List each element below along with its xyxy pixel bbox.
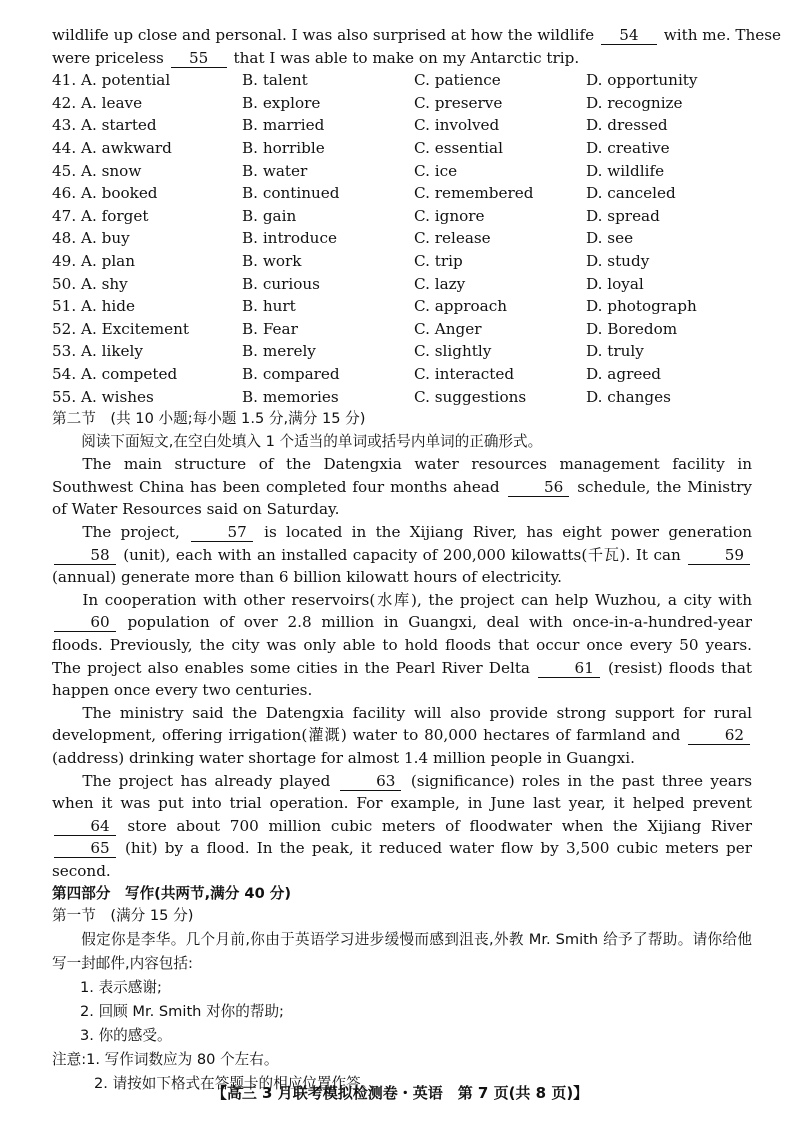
prompt-item-2: 2. 回顾 Mr. Smith 对你的帮助;: [80, 1002, 284, 1020]
option-c[interactable]: C. involved: [414, 116, 500, 135]
option-d[interactable]: D. changes: [586, 387, 671, 406]
part-4-subheader: 第一节 (满分 15 分): [52, 907, 194, 925]
option-c[interactable]: C. slightly: [414, 342, 492, 361]
option-d[interactable]: D. loyal: [586, 274, 644, 293]
option-d[interactable]: D. study: [586, 251, 650, 270]
option-a[interactable]: 55. A. wishes: [52, 387, 154, 406]
prompt-item-3: 3. 你的感受。: [80, 1026, 172, 1044]
section-2: [52, 408, 752, 882]
blank-63[interactable]: 63: [340, 772, 402, 791]
page-footer: 【高三 3 月联考模拟检测卷・英语 第 7 页(共 8 页)】: [211, 1084, 589, 1102]
section-2-instruction: 阅读下面短文,在空白处填入 1 个适当的单词或括号内单词的正确形式。: [81, 432, 543, 450]
option-c[interactable]: C. trip: [414, 251, 463, 270]
option-d[interactable]: D. dressed: [586, 116, 668, 135]
blank-62[interactable]: 62: [688, 726, 750, 745]
option-row: [52, 295, 752, 318]
option-b[interactable]: B. water: [242, 161, 308, 180]
paragraph-5: The project has already played 63 (significance) roles in the past three years when it was put into trial operation. For example, in June last year, it helped prevent 64 store about 700 million cubic meters of floodwater when the Xijiang River 65 (hit) by a flood. In the peak, it reduced water flow by 3,500 cubic meters per second.: [52, 771, 753, 880]
option-row: [52, 363, 752, 386]
option-a[interactable]: 44. A. awkward: [52, 138, 172, 157]
option-d[interactable]: D. spread: [586, 206, 660, 225]
option-row: [52, 340, 752, 363]
part-4-writing: [52, 883, 752, 1096]
option-d[interactable]: D. recognize: [586, 93, 683, 112]
blank-58[interactable]: 58: [54, 546, 116, 565]
option-c[interactable]: C. Anger: [414, 319, 482, 338]
option-a[interactable]: 45. A. snow: [52, 161, 142, 180]
option-a[interactable]: 50. A. shy: [52, 274, 128, 293]
option-row: [52, 137, 752, 160]
blank-60[interactable]: 60: [54, 613, 116, 632]
blank-64[interactable]: 64: [54, 817, 116, 836]
option-d[interactable]: D. canceled: [586, 184, 676, 203]
option-b[interactable]: B. curious: [242, 274, 320, 293]
option-b[interactable]: B. married: [242, 116, 325, 135]
option-d[interactable]: D. Boredom: [586, 319, 678, 338]
option-d[interactable]: D. truly: [586, 342, 644, 361]
option-a[interactable]: 54. A. competed: [52, 364, 178, 383]
blank-57[interactable]: 57: [191, 523, 253, 542]
blank-56[interactable]: 56: [508, 478, 570, 497]
option-b[interactable]: B. Fear: [242, 319, 298, 338]
blank-59[interactable]: 59: [688, 546, 750, 565]
option-row: [52, 160, 752, 183]
prompt-item-1: 1. 表示感谢;: [80, 978, 162, 996]
option-row: [52, 205, 752, 228]
option-row: [52, 273, 752, 296]
option-a[interactable]: 52. A. Excitement: [52, 319, 189, 338]
option-b[interactable]: B. work: [242, 251, 302, 270]
option-c[interactable]: C. preserve: [414, 93, 503, 112]
answer-options: [52, 69, 752, 408]
option-d[interactable]: D. wildlife: [586, 161, 665, 180]
option-b[interactable]: B. compared: [242, 364, 340, 383]
blank-61[interactable]: 61: [538, 659, 600, 678]
option-a[interactable]: 48. A. buy: [52, 229, 130, 248]
option-c[interactable]: C. essential: [414, 138, 503, 157]
option-a[interactable]: 42. A. leave: [52, 93, 143, 112]
option-c[interactable]: C. release: [414, 229, 491, 248]
option-a[interactable]: 41. A. potential: [52, 71, 171, 90]
option-b[interactable]: B. merely: [242, 342, 316, 361]
option-a[interactable]: 43. A. started: [52, 116, 157, 135]
option-c[interactable]: C. remembered: [414, 184, 534, 203]
blank-55[interactable]: 55: [171, 49, 227, 68]
option-d[interactable]: D. see: [586, 229, 634, 248]
option-row: [52, 250, 752, 273]
section-2-header: 第二节 (共 10 小题;每小题 1.5 分,满分 15 分): [52, 410, 366, 428]
paragraph-3: In cooperation with other reservoirs(水库), the project can help Wuzhou, a city with 60 population of over 2.8 million in Guangxi, deal with once-in-a-hundred-year floods. Previously, the city was only able to hold floods that occur once every 50 years. The project also enables some cities in the Pearl River Delta 61 (resist) floods that happen once every two centuries.: [52, 590, 753, 700]
option-b[interactable]: B. continued: [242, 184, 340, 203]
writing-prompt: 假定你是李华。几个月前,你由于英语学习进步缓慢而感到沮丧,外教 Mr. Smith 给予了帮助。请你给他写一封邮件,内容包括:: [52, 930, 752, 972]
option-row: [52, 182, 752, 205]
passage-ending: wildlife up close and personal. I was also surprised at how the wildlife 54 with me. These were priceless 55 that I was able to make on my Antarctic trip.: [52, 26, 782, 67]
option-row: [52, 69, 752, 92]
option-d[interactable]: D. opportunity: [586, 71, 698, 90]
option-d[interactable]: D. creative: [586, 138, 670, 157]
option-row: [52, 386, 752, 409]
note-1: 注意:1. 写作词数应为 80 个左右。: [52, 1050, 279, 1068]
option-row: [52, 92, 752, 115]
option-a[interactable]: 51. A. hide: [52, 297, 135, 316]
option-b[interactable]: B. hurt: [242, 297, 296, 316]
option-a[interactable]: 47. A. forget: [52, 206, 149, 225]
paragraph-2: The project, 57 is located in the Xijiang River, has eight power generation 58 (unit), each with an installed capacity of 200,000 kilowatts(千瓦). It can 59 (annual) generate more than 6 billion kilowatt hours of electricity.: [52, 523, 753, 587]
option-a[interactable]: 49. A. plan: [52, 251, 136, 270]
option-b[interactable]: B. gain: [242, 206, 297, 225]
option-c[interactable]: C. suggestions: [414, 387, 527, 406]
option-a[interactable]: 46. A. booked: [52, 184, 158, 203]
paragraph-4: The ministry said the Datengxia facility will also provide strong support for rural development, offering irrigation(灌溉) water to 80,000 hectares of farmland and 62 (address) drinking water shortage for almost 1.4 million people in Guangxi.: [52, 703, 752, 767]
option-b[interactable]: B. introduce: [242, 229, 337, 248]
option-b[interactable]: B. talent: [242, 71, 308, 90]
option-d[interactable]: D. photograph: [586, 297, 697, 316]
option-a[interactable]: 53. A. likely: [52, 342, 143, 361]
paragraph-1: The main structure of the Datengxia water resources management facility in Southwest China has been completed four months ahead 56 schedule, the Ministry of Water Resources said on Saturday.: [52, 455, 753, 519]
option-d[interactable]: D. agreed: [586, 364, 662, 383]
option-c[interactable]: C. ice: [414, 161, 458, 180]
note-2: 2. 请按如下格式在答题卡的相应位置作答。: [94, 1074, 376, 1092]
option-c[interactable]: C. lazy: [414, 274, 466, 293]
part-4-header: 第四部分 写作(共两节,满分 40 分): [52, 884, 292, 902]
option-c[interactable]: C. approach: [414, 297, 507, 316]
option-row: [52, 227, 752, 250]
blank-65[interactable]: 65: [54, 839, 116, 858]
option-b[interactable]: B. explore: [242, 93, 321, 112]
option-row: [52, 318, 752, 341]
option-row: [52, 114, 752, 137]
option-c[interactable]: C. interacted: [414, 364, 515, 383]
blank-54[interactable]: 54: [601, 26, 657, 45]
option-c[interactable]: C. patience: [414, 71, 501, 90]
option-b[interactable]: B. memories: [242, 387, 339, 406]
option-b[interactable]: B. horrible: [242, 138, 325, 157]
option-c[interactable]: C. ignore: [414, 206, 485, 225]
